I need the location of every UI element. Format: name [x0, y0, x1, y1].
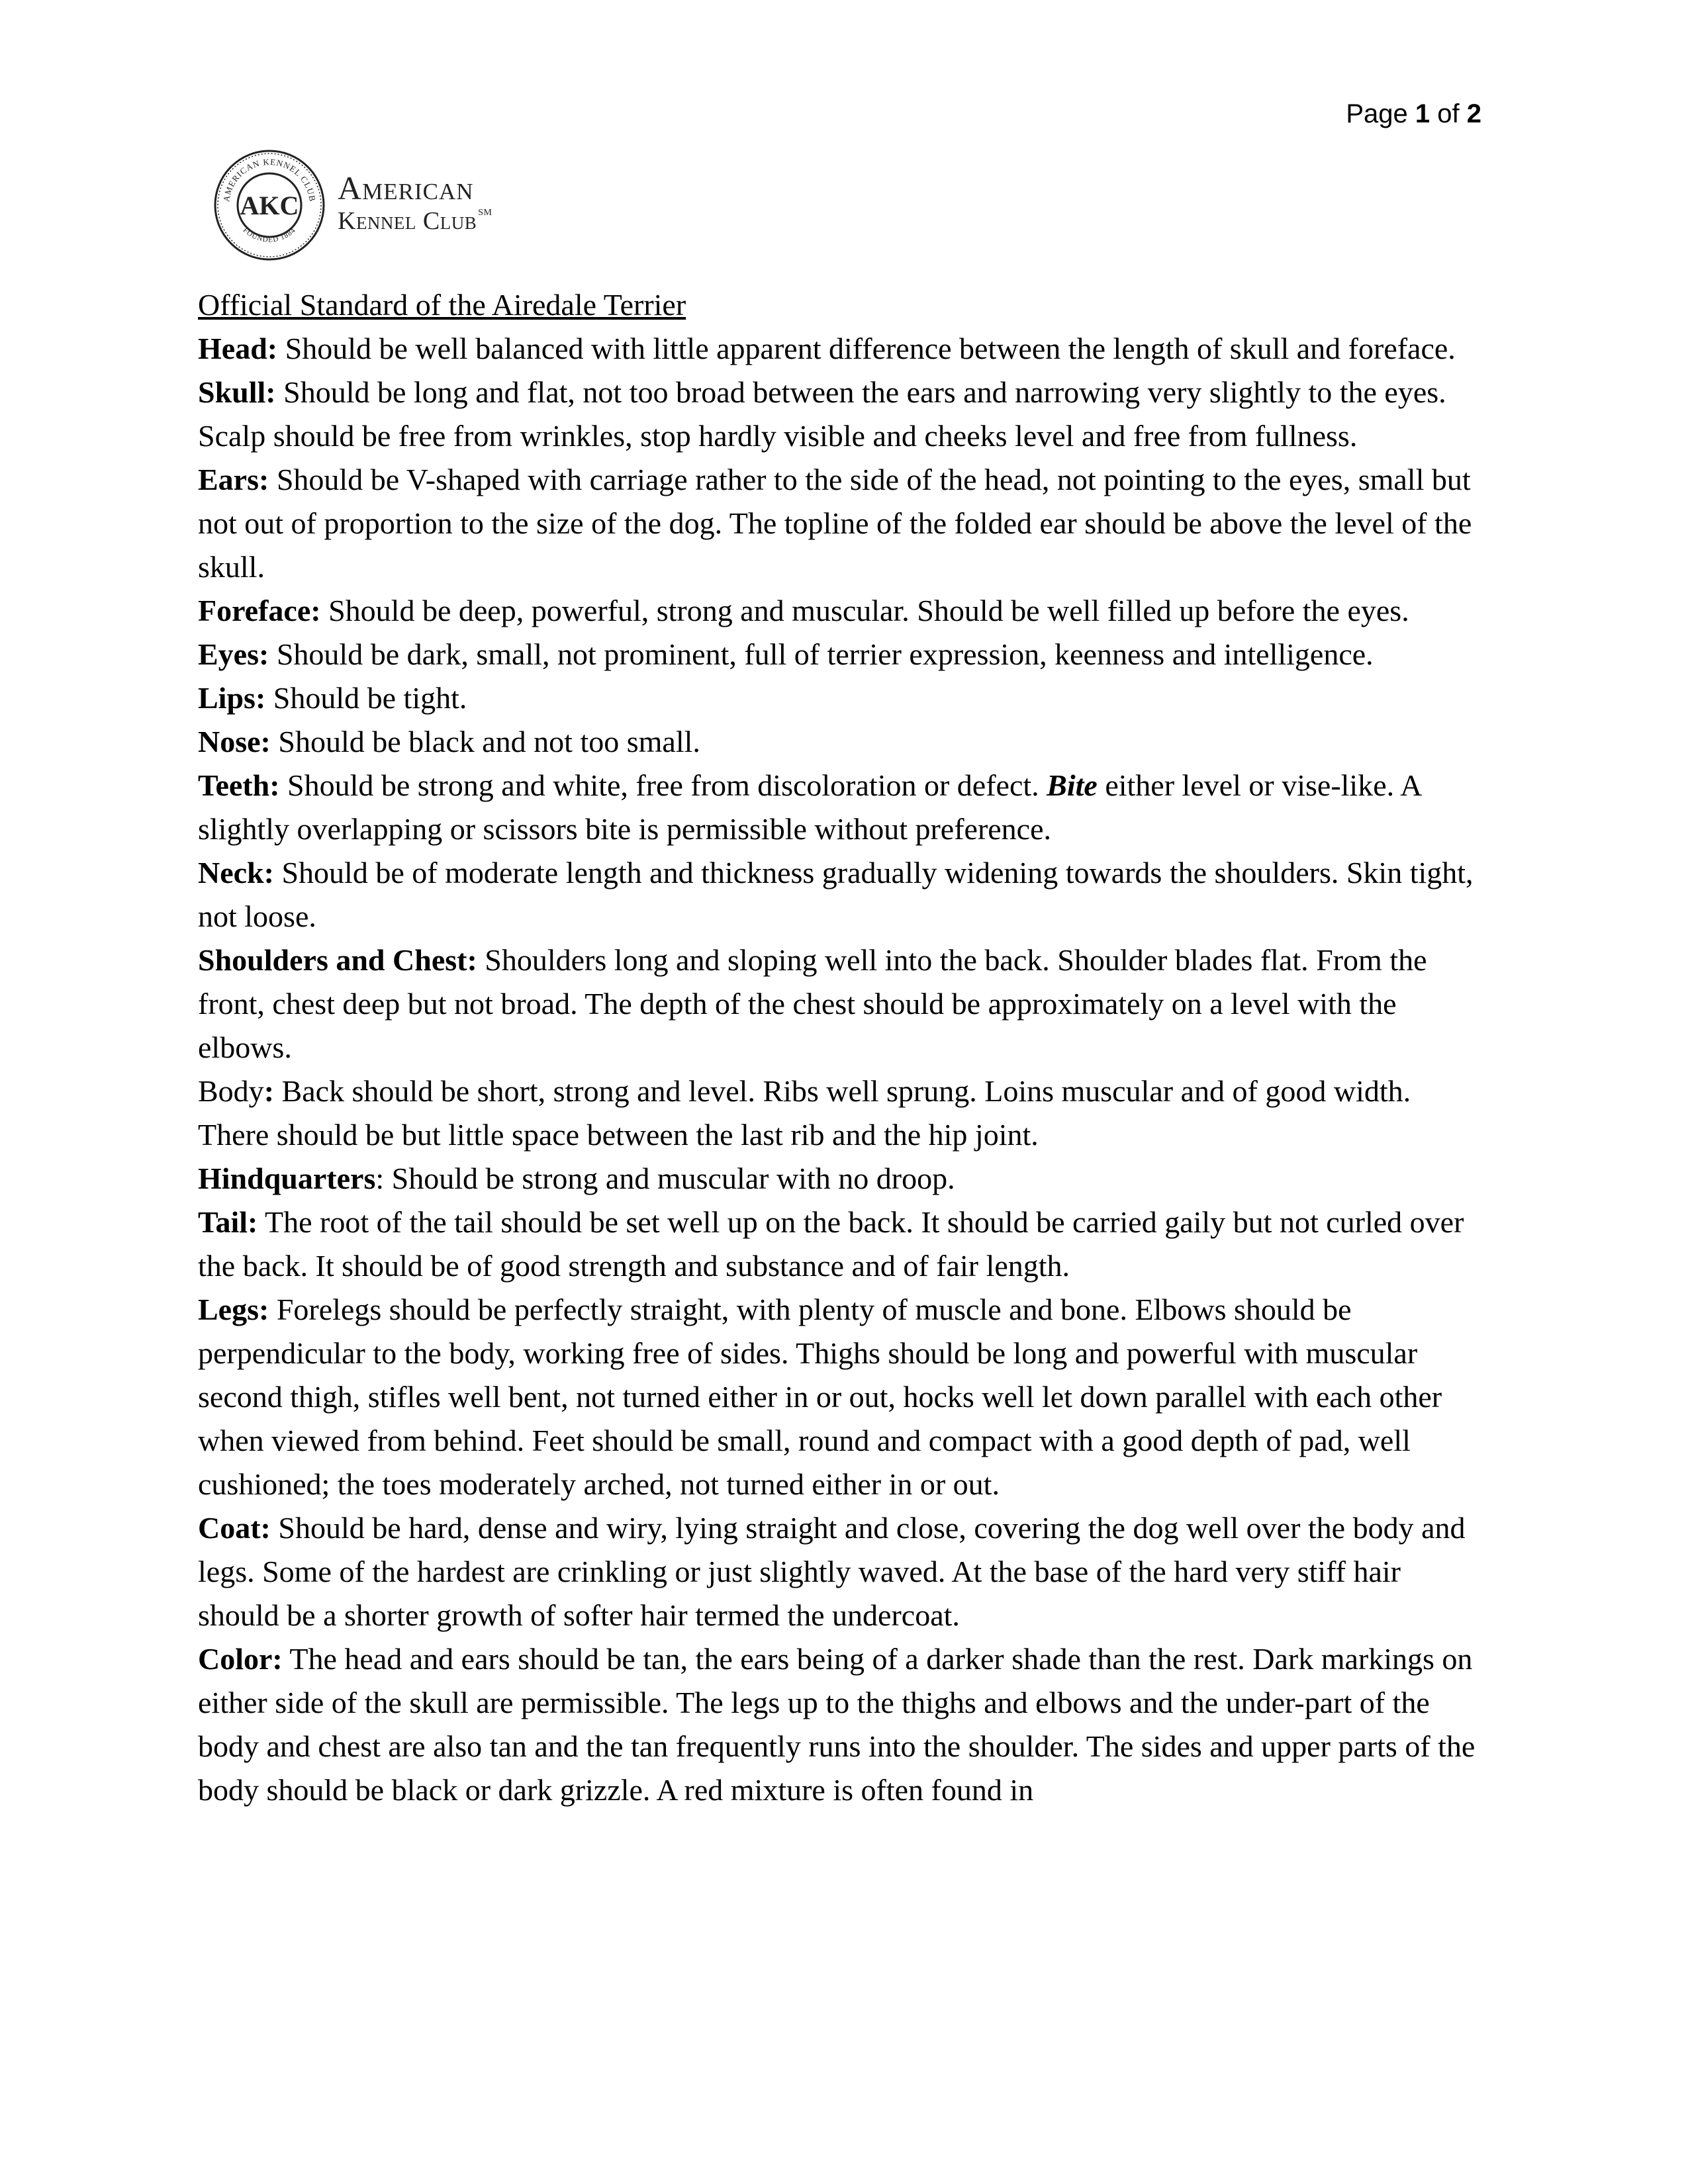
- seal-letters: AKC: [240, 191, 299, 220]
- akc-wordmark: [338, 171, 492, 234]
- document-title: Official Standard of the Airedale Terrier: [198, 288, 686, 322]
- page-prefix: Page: [1346, 99, 1408, 128]
- seal-founded-text: FOUNDED 1884: [241, 226, 298, 244]
- section-coat: Coat: Should be hard, dense and wiry, lying straight and close, covering the dog well over the body and legs. Some of the hardest are crinkling or just slightly waved. At the base of the hard very stiff hair should be a shorter growth of softer hair termed the undercoat.: [198, 1511, 1466, 1632]
- wordmark-service-mark: SM: [478, 208, 492, 218]
- section-legs: Legs: Forelegs should be perfectly straight, with plenty of muscle and bone. Elbows should be perpendicular to the body, working free of sides. Thighs should be long and powerful with muscular second thigh, stifles well bent, not turned either in or out, hocks well let down parallel with each other when viewed from behind. Feet should be small, round and compact with a good depth of pad, well cushioned; the toes moderately arched, not turned either in or out.: [198, 1293, 1442, 1501]
- section-eyes: Eyes: Should be dark, small, not prominent, full of terrier expression, keenness and intelligence.: [198, 637, 1374, 671]
- section-lips: Lips: Should be tight.: [198, 681, 467, 715]
- section-teeth: Teeth: Should be strong and white, free from discoloration or defect. Bite either level or vise-like. A slightly overlapping or scissors bite is permissible without preference.: [198, 768, 1421, 846]
- page-total: 2: [1466, 99, 1481, 128]
- section-tail: Tail: The root of the tail should be set well up on the back. It should be carried gaily but not curled over the back. It should be of good strength and substance and of fair length.: [198, 1205, 1464, 1283]
- page-number: [1346, 99, 1481, 129]
- akc-seal-icon: [213, 149, 326, 261]
- wordmark-line2: Kennel Club: [338, 207, 477, 235]
- standard-body: [198, 283, 1489, 1812]
- section-head: Head: Should be well balanced with little apparent difference between the length of skull and foreface.: [198, 332, 1456, 365]
- seal-ring-text: AMERICAN KENNEL CLUB: [221, 156, 318, 203]
- akc-logo: [213, 149, 504, 261]
- wordmark-line1: American: [338, 169, 474, 206]
- section-foreface: Foreface: Should be deep, powerful, strong and muscular. Should be well filled up before the eyes.: [198, 594, 1409, 627]
- page-current: 1: [1415, 99, 1430, 128]
- section-nose: Nose: Should be black and not too small.: [198, 725, 700, 758]
- section-hindquarters: Hindquarters: Should be strong and muscular with no droop.: [198, 1161, 955, 1195]
- section-neck: Neck: Should be of moderate length and thickness gradually widening towards the shoulders. Skin tight, not loose.: [198, 856, 1474, 933]
- section-color: Color: The head and ears should be tan, the ears being of a darker shade than the rest. Dark markings on either side of the skull are permissible. The legs up to the thighs and elbows and the under-part of the body and chest are also tan and the tan frequently runs into the shoulder. The sides and upper parts of the body should be black or dark grizzle. A red mixture is often found in: [198, 1642, 1476, 1807]
- section-shoulders-chest: Shoulders and Chest: Shoulders long and sloping well into the back. Shoulder blades flat. From the front, chest deep but not broad. The depth of the chest should be approximately on a level with the elbows.: [198, 943, 1427, 1064]
- bite-label: Bite: [1047, 768, 1098, 802]
- section-body: Body: Back should be short, strong and level. Ribs well sprung. Loins muscular and of good width. There should be but little space between the last rib and the hip joint.: [198, 1074, 1411, 1152]
- section-skull: Skull: Should be long and flat, not too broad between the ears and narrowing very slightly to the eyes. Scalp should be free from wrinkles, stop hardly visible and cheeks level and free from fullness.: [198, 375, 1446, 453]
- section-ears: Ears: Should be V-shaped with carriage rather to the side of the head, not pointing to the eyes, small but not out of proportion to the size of the dog. The topline of the folded ear should be above the level of the skull.: [198, 463, 1472, 584]
- page-of: of: [1437, 99, 1460, 128]
